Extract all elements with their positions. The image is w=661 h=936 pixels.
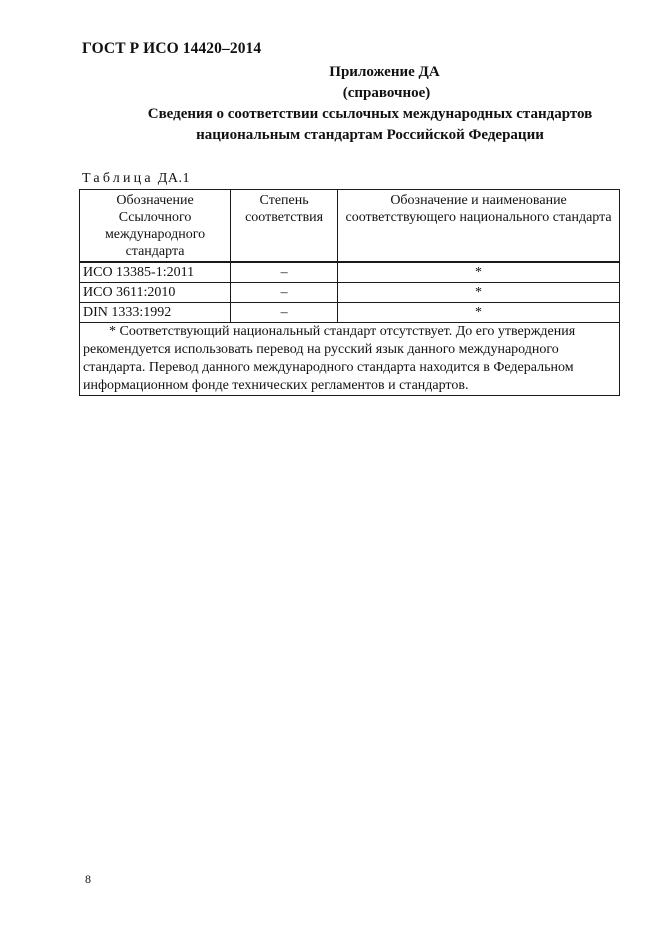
table-footnote bbox=[80, 323, 620, 396]
annex-heading bbox=[80, 62, 660, 146]
table-header-row bbox=[80, 190, 620, 263]
document-code: ГОСТ Р ИСО 14420–2014 bbox=[82, 40, 262, 57]
annex-subtitle-line2: национальным стандартам Российской Федерации bbox=[196, 127, 544, 143]
table-caption-word: Таблица bbox=[82, 171, 154, 186]
table-footnote-text: * Соответствующий национальный стандарт отсутствует. До его утверждения рекомендуется использовать перевод на русский язык данного международного стандарта. Перевод данного международного стандарта находится в Федеральном информационном фонде технических регламентов и стандартов. bbox=[83, 324, 576, 393]
table-caption-number: ДА.1 bbox=[157, 171, 190, 186]
annex-title: Приложение ДА bbox=[329, 64, 440, 80]
header-national-standard: Обозначение и наименование соответствующего национального стандарта bbox=[338, 190, 620, 263]
page-number: 8 bbox=[85, 872, 91, 886]
annex-subtitle-line1: Сведения о соответствии ссылочных международных стандартов bbox=[147, 106, 593, 122]
cell-degree: – bbox=[231, 262, 338, 283]
table-caption bbox=[82, 171, 190, 187]
header-reference-standard: Обозначение Ссылочного международного стандарта bbox=[80, 190, 231, 263]
cell-national-standard: * bbox=[338, 283, 620, 303]
cell-degree: – bbox=[231, 283, 338, 303]
table-row bbox=[80, 262, 620, 283]
table-row bbox=[80, 303, 620, 323]
cell-reference-standard: ИСО 3611:2010 bbox=[80, 283, 231, 303]
header-degree-of-correspondence: Степень соответствия bbox=[231, 190, 338, 263]
table-footnote-row bbox=[80, 323, 620, 396]
cell-national-standard: * bbox=[338, 303, 620, 323]
correspondence-table bbox=[79, 189, 620, 396]
cell-reference-standard: ИСО 13385-1:2011 bbox=[80, 262, 231, 283]
table-row bbox=[80, 283, 620, 303]
annex-status: (справочное) bbox=[342, 85, 431, 101]
cell-national-standard: * bbox=[338, 262, 620, 283]
cell-reference-standard: DIN 1333:1992 bbox=[80, 303, 231, 323]
cell-degree: – bbox=[231, 303, 338, 323]
